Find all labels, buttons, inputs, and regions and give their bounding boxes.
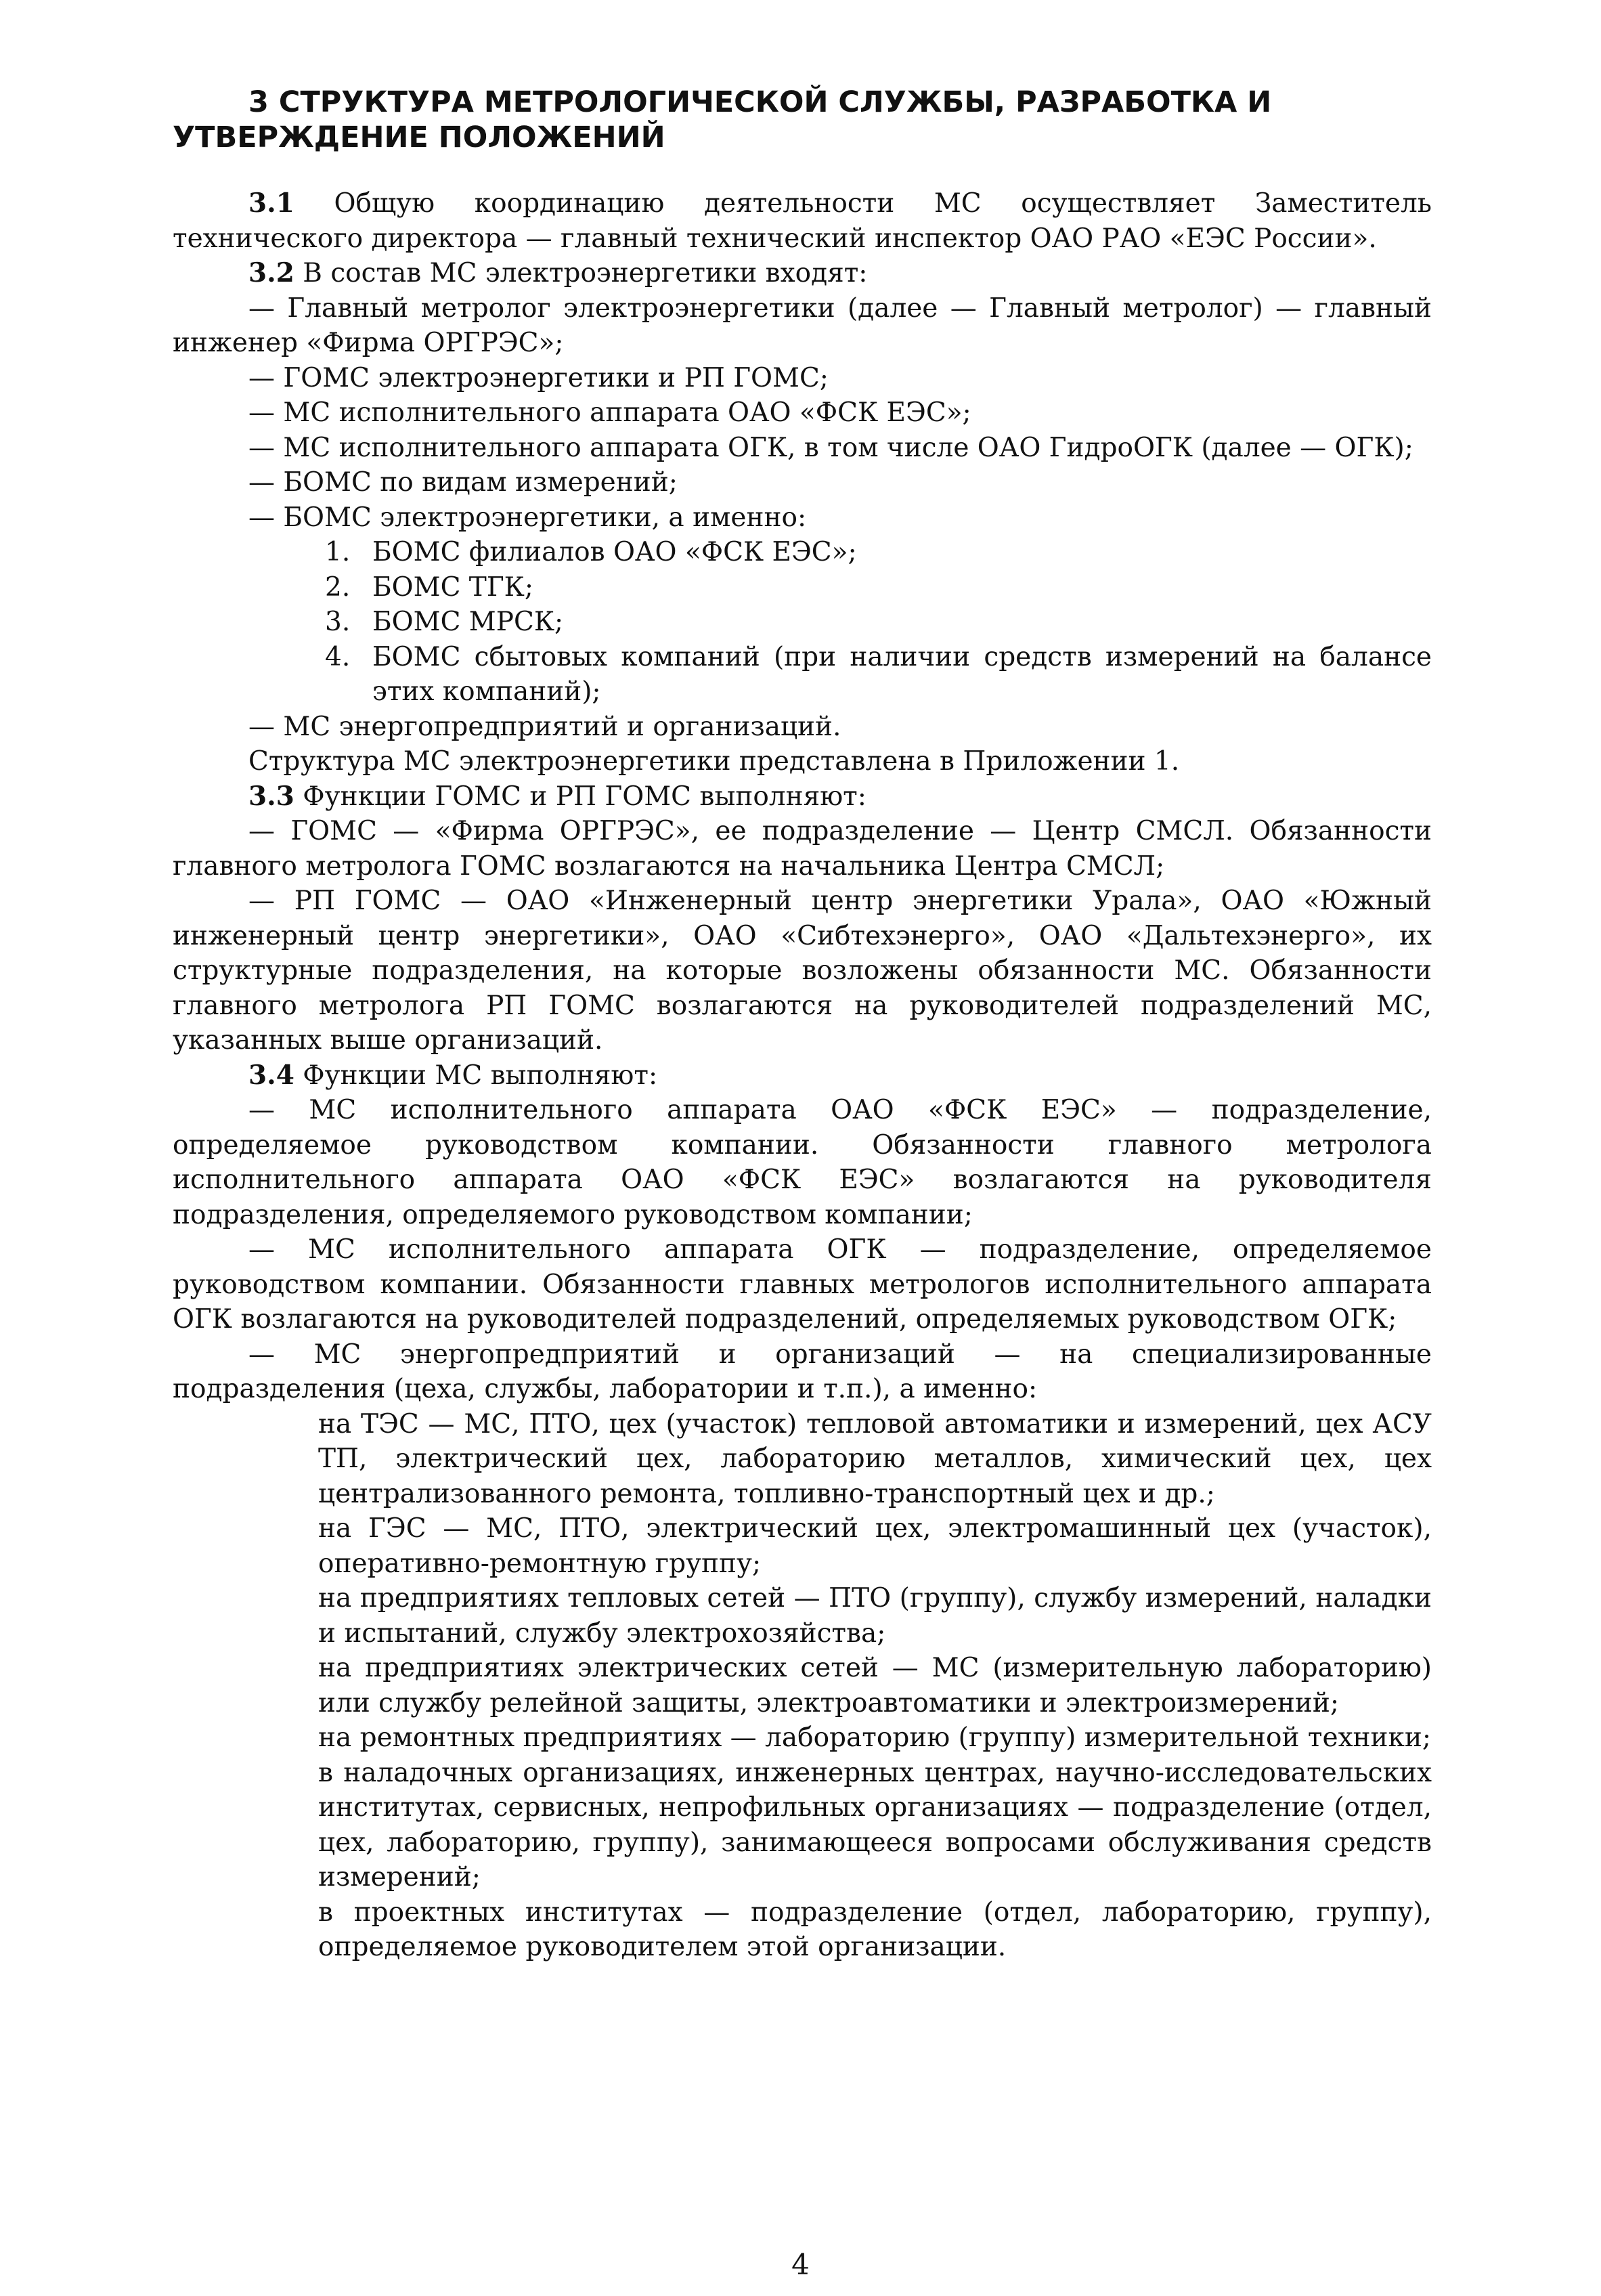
sub-item-text: на ГЭС — МС, ПТО, электрический цех, электромашинный цех (участок), оперативно-ремонтную группу; — [318, 1513, 1432, 1579]
sub-item-electric-networks: на предприятиях электрических сетей — МС (измерительную лабораторию) или службу релейной защиты, электроавтоматики и электроизмерений; — [318, 1653, 1432, 1718]
paragraph-3-1 — [173, 186, 1432, 256]
numbered-list-item — [173, 535, 1432, 570]
paragraph-text: В состав МС электроэнергетики входят: — [294, 258, 868, 288]
paragraph-text: Общую координацию деятельности МС осуществляет Заместитель технического директора — главный технический инспектор ОАО РАО «ЕЭС России». — [173, 188, 1432, 254]
list-item: — ГОМС электроэнергетики и РП ГОМС; — [248, 362, 829, 393]
list-item: — МС исполнительного аппарата ОАО «ФСК ЕЭС»; — [248, 397, 971, 428]
paragraph-3-2 — [173, 256, 1432, 291]
paragraph-3-4 — [173, 1058, 1432, 1093]
numbered-list — [173, 535, 1432, 710]
paragraph-3-3 — [173, 779, 1432, 815]
sub-item-heat-networks: на предприятиях тепловых сетей — ПТО (группу), службу измерений, наладки и испытаний, службу электрохозяйства; — [318, 1583, 1432, 1649]
list-item: — Главный метролог электроэнергетики (далее — Главный метролог) — главный инженер «Фирма ОРГРЭС»; — [173, 293, 1432, 358]
item-text: БОМС МРСК; — [372, 607, 564, 637]
list-item: — БОМС электроэнергетики, а именно: — [248, 502, 807, 533]
list-item: — БОМС по видам измерений; — [248, 467, 678, 498]
item-number: 4. — [325, 641, 351, 672]
section-heading: 3 СТРУКТУРА МЕТРОЛОГИЧЕСКОЙ СЛУЖБЫ, РАЗРАБОТКА И УТВЕРЖДЕНИЕ ПОЛОЖЕНИЙ — [173, 85, 1272, 154]
structure-note: Структура МС электроэнергетики представлена в Приложении 1. — [248, 746, 1180, 777]
list-item: — ГОМС — «Фирма ОРГРЭС», ее подразделение — Центр СМСЛ. Обязанности главного метролога ГОМС возлагаются на начальника Центра СМСЛ; — [173, 816, 1432, 882]
sub-item-commissioning-orgs: в наладочных организациях, инженерных центрах, научно-исследовательских институтах, сервисных, непрофильных организациях — подразделение (отдел, цех, лабораторию, группу), занимающееся вопросами обслуживания средств измерений; — [318, 1757, 1432, 1892]
sub-item-tes: на ТЭС — МС, ПТО, цех (участок) тепловой автоматики и измерений, цех АСУ ТП, электрический цех, лабораторию металлов, химический цех, цех централизованного ремонта, топливно-транспортный цех и др.; — [318, 1408, 1432, 1509]
sub-item-repair-enterprises: на ремонтных предприятиях — лабораторию (группу) измерительной техники; — [318, 1723, 1432, 1753]
numbered-list-item — [173, 570, 1432, 605]
list-item: — МС исполнительного аппарата ОГК, в том числе ОАО ГидроОГК (далее — ОГК); — [248, 432, 1413, 463]
numbered-list-item — [173, 605, 1432, 640]
item-text: БОМС сбытовых компаний (при наличии средств измерений на балансе этих компаний); — [372, 641, 1432, 707]
list-item: — РП ГОМС — ОАО «Инженерный центр энергетики Урала», ОАО «Южный инженерный центр энергетики», ОАО «Сибтехэнерго», ОАО «Дальтехэнерго», их структурные подразделения, на которые возложены обязанности МС. Обязанности главного метролога РП ГОМС возлагаются на руководителей подразделений МС, указанных выше организаций. — [173, 886, 1432, 1056]
paragraph-text: Функции МС выполняют: — [294, 1060, 658, 1091]
clause-number: 3.3 — [248, 780, 294, 812]
clause-number: 3.4 — [248, 1059, 294, 1091]
page-number: 4 — [791, 2248, 810, 2281]
document-page — [173, 85, 1432, 1965]
item-text: БОМС филиалов ОАО «ФСК ЕЭС»; — [372, 537, 857, 567]
item-number: 2. — [325, 571, 351, 603]
clause-number: 3.1 — [248, 188, 294, 219]
list-item: — МС энергопредприятий и организаций. — [248, 711, 841, 742]
item-number: 3. — [325, 607, 351, 637]
paragraph-text: Функции ГОМС и РП ГОМС выполняют: — [294, 781, 867, 812]
list-item: — МС энергопредприятий и организаций — на специализированные подразделения (цеха, службы, лаборатории и т.п.), а именно: — [173, 1339, 1432, 1404]
sub-item-design-institutes: в проектных институтах — подразделение (отдел, лабораторию, группу), определяемое руководителем этой организации. — [318, 1897, 1432, 1962]
clause-number: 3.2 — [248, 257, 294, 288]
list-item: — МС исполнительного аппарата ОАО «ФСК ЕЭС» — подразделение, определяемое руководством компании. Обязанности главного метролога исполнительного аппарата ОАО «ФСК ЕЭС» возлагаются на руководителя подразделения, определяемого руководством компании; — [173, 1095, 1432, 1230]
item-number: 1. — [325, 537, 351, 567]
numbered-list-item — [173, 640, 1432, 710]
item-text: БОМС ТГК; — [372, 571, 533, 603]
sub-item-ges — [173, 1511, 1432, 1581]
list-item: — МС исполнительного аппарата ОГК — подразделение, определяемое руководством компании. Обязанности главных метрологов исполнительного аппарата ОГК возлагаются на руководителей подразделений, определяемых руководством ОГК; — [173, 1234, 1432, 1335]
